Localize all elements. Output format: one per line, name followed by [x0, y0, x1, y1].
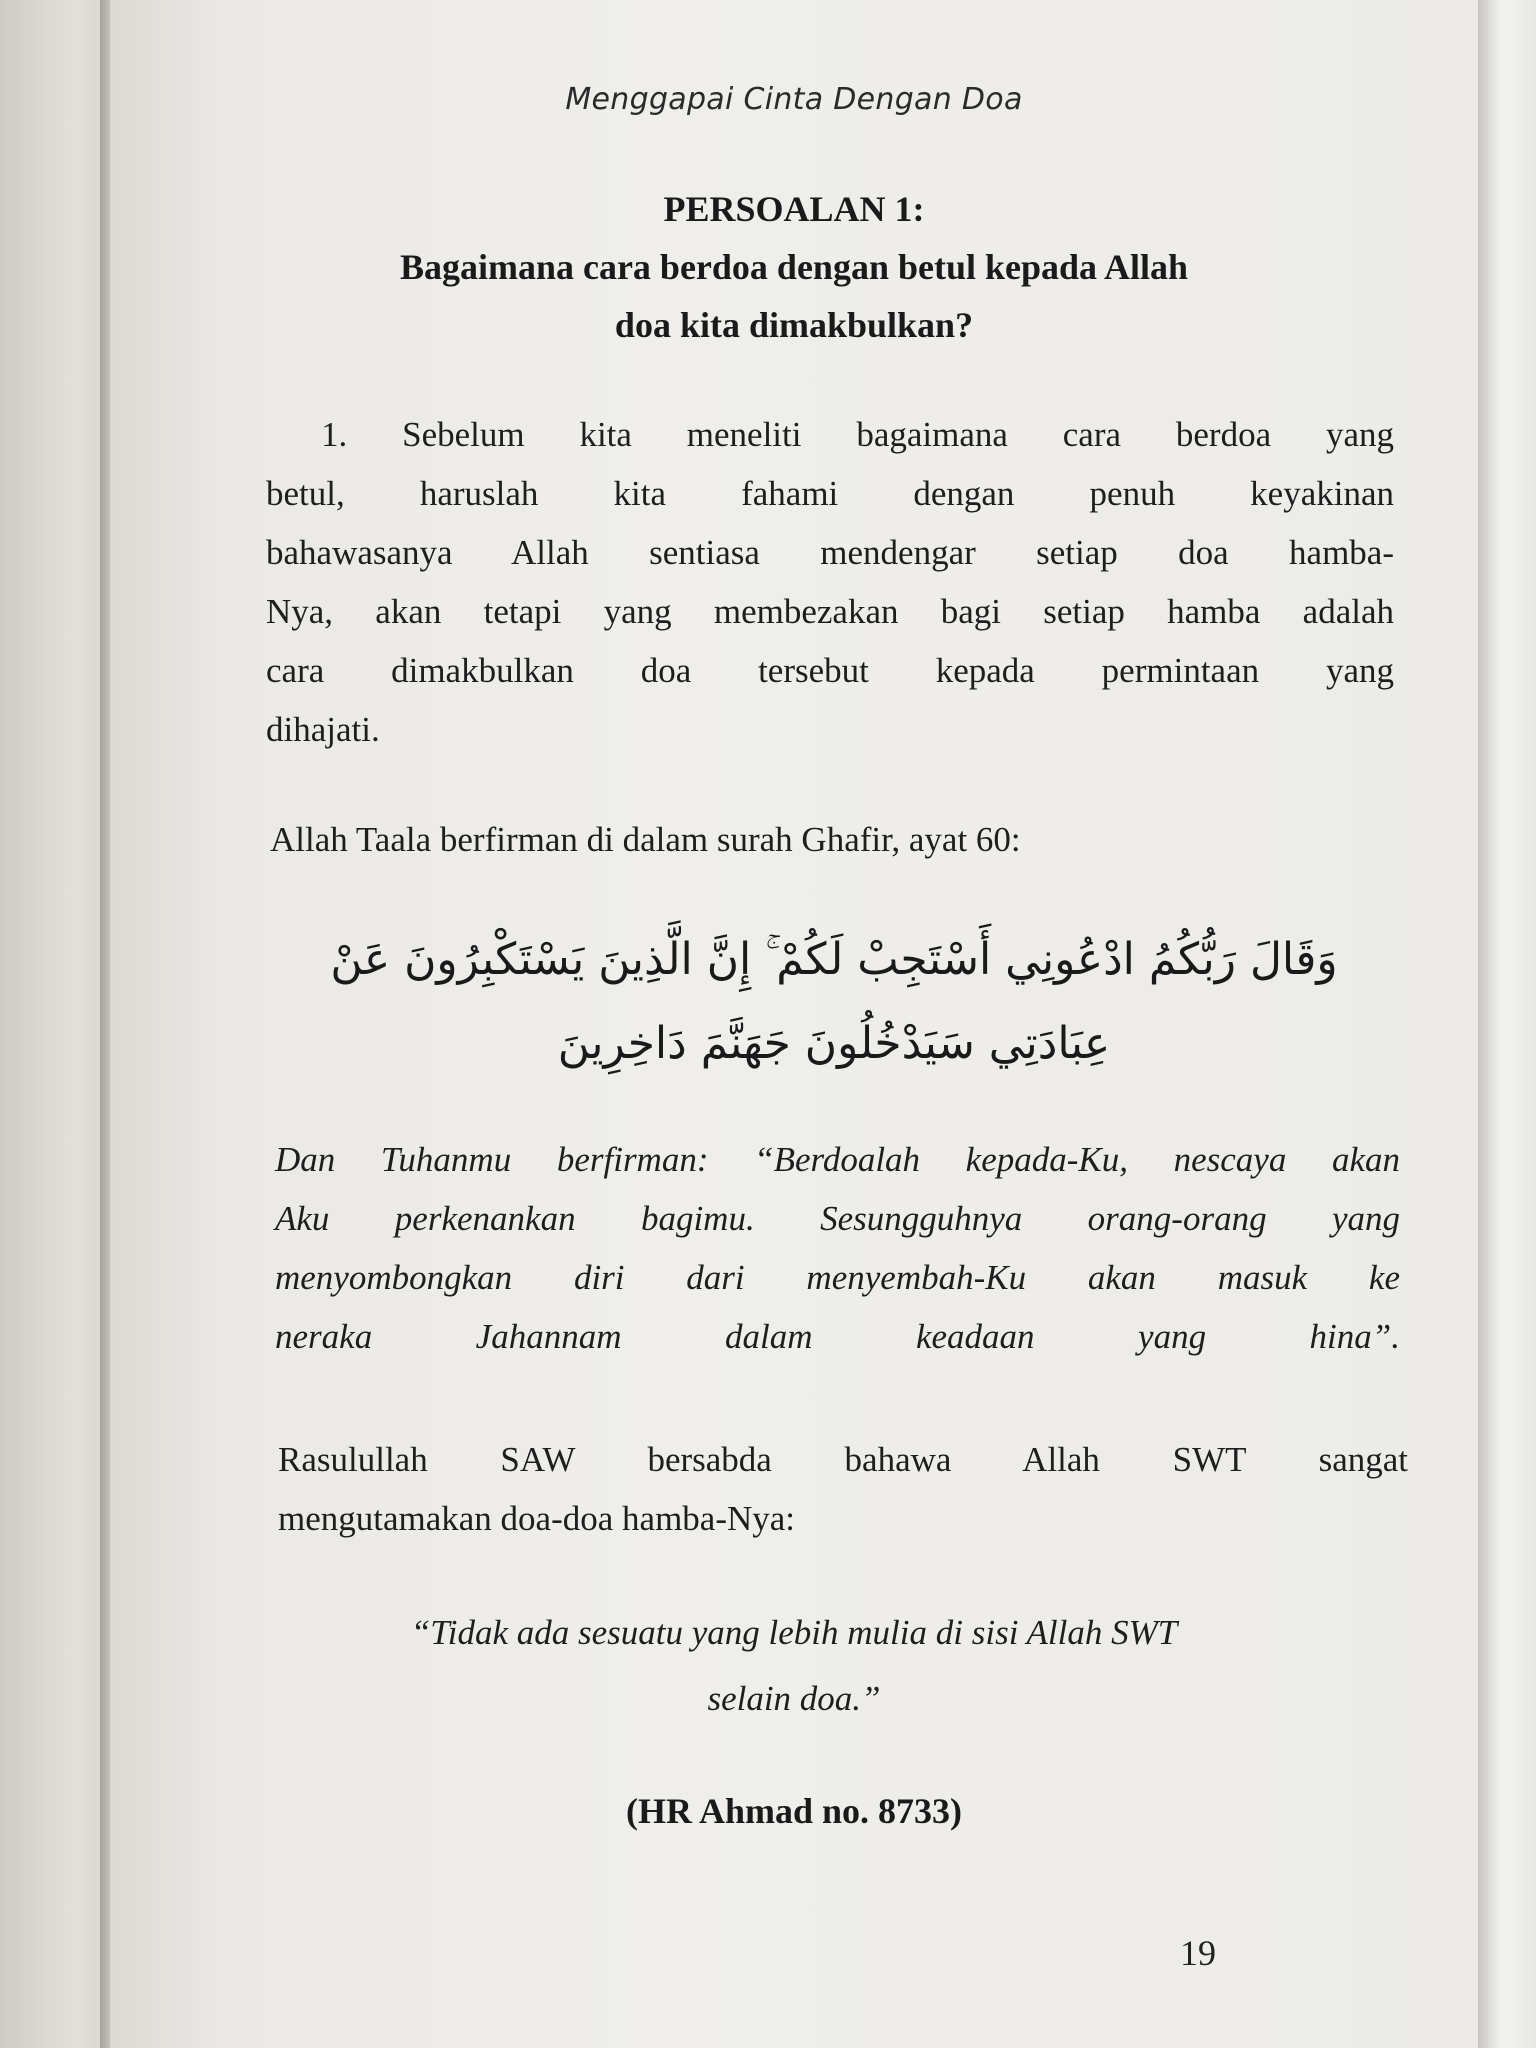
arabic-verse [270, 918, 1398, 1086]
question-heading [110, 180, 1478, 354]
hadith-quote-line: selain doa.” [707, 1679, 881, 1718]
paragraph-1-line: Nya, akan tetapi yang membezakan bagi setiap hamba adalah [266, 592, 1394, 631]
book-page [110, 0, 1478, 2048]
heading-line-2: Bagaimana cara berdoa dengan betul kepada Allah [399, 247, 1189, 287]
translation-line: Dan Tuhanmu berfirman: “Berdoalah kepada-Ku, nescaya akan [275, 1140, 1400, 1179]
paragraph-1-line: cara dimakbulkan doa tersebut kepada permintaan yang [266, 651, 1394, 690]
running-head: Menggapai Cinta Dengan Doa [565, 82, 1023, 117]
translation-line: menyombongkan diri dari menyembah-Ku akan masuk ke [275, 1258, 1400, 1297]
heading-line-3: doa kita dimakbulkan? [614, 305, 974, 345]
translation-line: Aku perkenankan bagimu. Sesungguhnya orang-orang yang [275, 1199, 1400, 1238]
heading-label: PERSOALAN 1: [663, 189, 925, 229]
paragraph-1 [266, 405, 1394, 759]
hadith-citation: (HR Ahmad no. 8733) [625, 1791, 963, 1831]
paragraph-1-line: betul, haruslah kita fahami dengan penuh keyakinan [266, 474, 1394, 513]
paragraph-2-line: mengutamakan doa-doa hamba-Nya: [278, 1499, 796, 1538]
page-number: 19 [1180, 1933, 1216, 1973]
paragraph-1-line: bahawasanya Allah sentiasa mendengar setiap doa hamba- [266, 533, 1394, 572]
hadith-quote-line: “Tidak ada sesuatu yang lebih mulia di sisi Allah SWT [410, 1613, 1178, 1652]
hadith-quote [110, 1600, 1478, 1732]
paragraph-1-line: dihajati. [266, 710, 380, 749]
paragraph-2 [278, 1430, 1408, 1548]
paragraph-2-line: Rasulullah SAW bersabda bahawa Allah SWT sangat [278, 1440, 1408, 1479]
arabic-verse-line: وَقَالَ رَبُّكُمُ ادْعُونِي أَسْتَجِبْ لَكُمْ ۚ إِنَّ الَّذِينَ يَسْتَكْبِرُونَ عَنْ [330, 934, 1338, 985]
arabic-verse-line: عِبَادَتِي سَيَدْخُلُونَ جَهَنَّمَ دَاخِرِينَ [557, 1018, 1111, 1069]
left-page-edge [0, 0, 110, 2048]
translation-line: neraka Jahannam dalam keadaan yang hina”. [275, 1317, 1400, 1356]
paragraph-1-line: 1. Sebelum kita meneliti bagaimana cara berdoa yang [321, 415, 1394, 454]
right-page-edge [1478, 0, 1536, 2048]
verse-intro: Allah Taala berfirman di dalam surah Ghafir, ayat 60: [270, 820, 1021, 859]
verse-translation [275, 1130, 1400, 1366]
